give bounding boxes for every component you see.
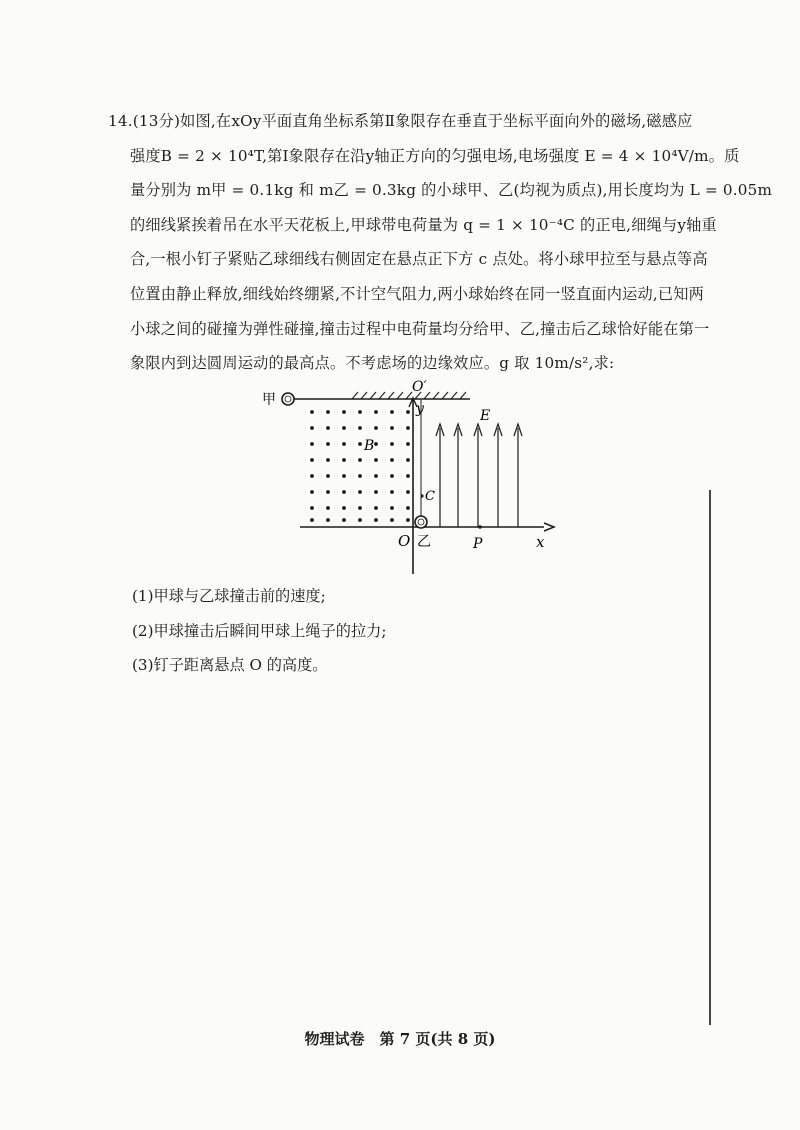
question-1: (1)甲球与乙球撞击前的速度; <box>132 587 326 605</box>
problem-line-6: 位置由静止释放,细线始终绷紧,不计空气阻力,两小球始终在同一竖直面内运动,已知两 <box>130 284 705 303</box>
physics-diagram <box>262 380 562 584</box>
field-dot-b <box>358 442 362 446</box>
label-o: O <box>398 532 411 550</box>
ceiling-hatching <box>352 392 466 399</box>
nail-point <box>420 494 423 497</box>
label-o-prime: O′ <box>412 380 427 395</box>
question-2: (2)甲球撞击后瞬间甲球上绳子的拉力; <box>132 621 387 640</box>
label-p: P <box>473 536 483 552</box>
sub-questions <box>132 579 386 683</box>
problem-line-2: 强度B = 2 × 10⁴T,第Ⅰ象限存在沿y轴正方向的匀强电场,电场强度 E = 4 × 10⁴V/m。质 <box>130 146 740 165</box>
problem-line-3: 量分别为 m甲 = 0.1kg 和 m乙 = 0.3kg 的小球甲、乙(均视为质点),用长度均为 L = 0.05m <box>130 181 773 200</box>
problem-number: 14. <box>108 112 133 130</box>
label-c: C <box>425 489 435 504</box>
magnetic-field-dots <box>310 410 410 522</box>
ball-yi <box>415 516 427 528</box>
problem-line-5: 合,一根小钉子紧贴乙球细线右侧固定在悬点正下方 c 点处。将小球甲拉至与悬点等高 <box>130 250 708 269</box>
field-diagram-svg <box>262 380 562 580</box>
electric-field-arrows <box>436 424 522 527</box>
problem-line-1: 14.(13分)如图,在xOy平面直角坐标系第Ⅱ象限存在垂直于坐标平面向外的磁场,磁感应 <box>108 112 693 130</box>
label-y: y <box>416 401 424 417</box>
x-axis-arrowhead <box>544 523 554 531</box>
question-3: (3)钉子距离悬点 O 的高度。 <box>132 656 328 675</box>
problem-line-8: 象限内到达圆周运动的最高点。不考虑场的边缘效应。g 取 10m/s²,求: <box>130 354 615 373</box>
problem-line-4: 的细线紧挨着吊在水平天花板上,甲球带电荷量为 q = 1 × 10⁻⁴C 的正电,细绳与y轴重 <box>130 215 717 234</box>
label-b: B <box>364 438 375 454</box>
label-e: E <box>480 408 491 424</box>
label-jia: 甲 <box>262 392 276 408</box>
problem-line-7: 小球之间的碰撞为弹性碰撞,撞击过程中电荷量均分给甲、乙,撞击后乙球恰好能在第一 <box>130 319 710 338</box>
page-footer: 物理试卷 第 7 页(共 8 页) <box>304 1030 496 1048</box>
problem-14 <box>108 104 773 381</box>
ball-jia <box>282 393 294 405</box>
point-p <box>478 525 482 529</box>
binding-margin-line <box>709 490 711 1025</box>
label-x: x <box>536 533 545 551</box>
label-yi: 乙 <box>417 534 431 550</box>
